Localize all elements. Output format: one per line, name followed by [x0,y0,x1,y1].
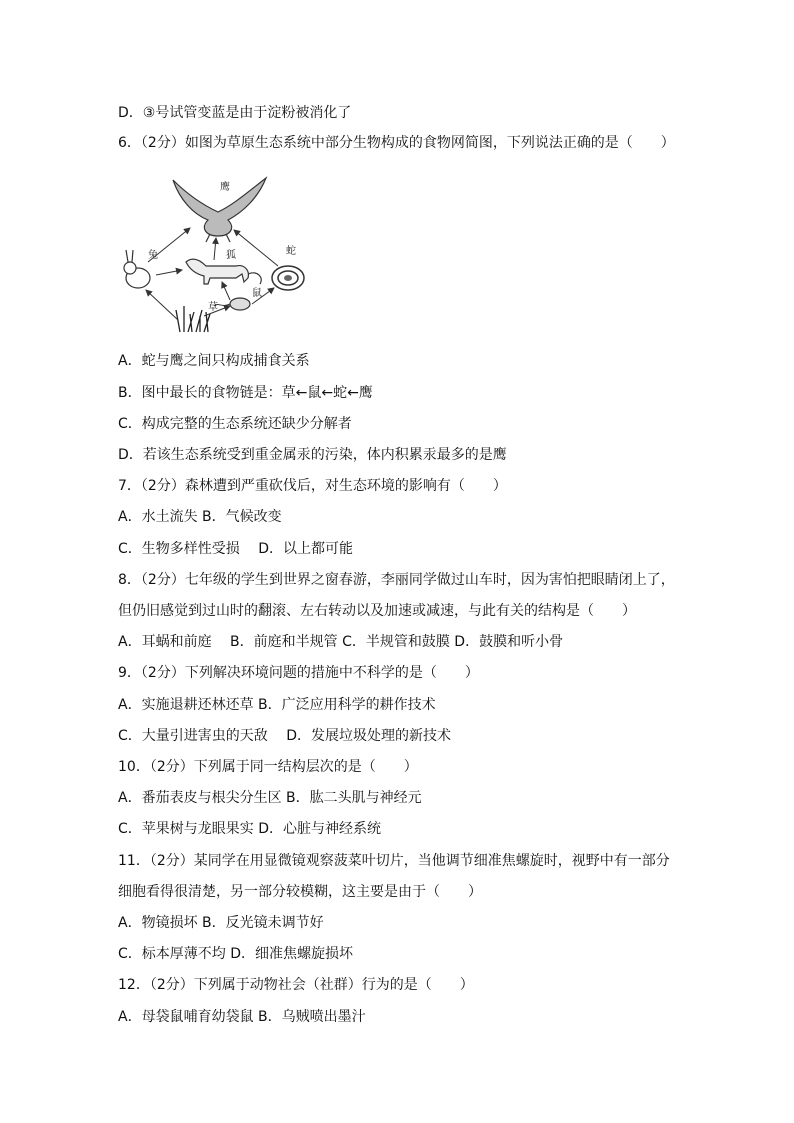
label-eagle: 鹰 [220,182,230,193]
question-6-stem: 6．（2分）如图为草原生态系统中部分生物构成的食物网简图，下列说法正确的是（ ） [118,135,675,151]
q9-options-cd: C．大量引进害虫的天敌 D．发展垃圾处理的新技术 [118,728,452,744]
fox-figure [186,259,261,284]
q10-options-cd: C．苹果树与龙眼果实 D．心脏与神经系统 [118,821,382,837]
question-9-stem: 9．（2分）下列解决环境问题的措施中不科学的是（ ） [118,665,479,681]
q6-option-a: A．蛇与鹰之间只构成捕食关系 [118,353,310,369]
question-12-stem: 12．（2分）下列属于动物社会（社群）行为的是（ ） [118,977,474,993]
food-web-diagram [118,170,316,338]
label-mouse: 鼠 [252,288,262,299]
label-rabbit: 兔 [148,250,158,261]
label-fox: 狐 [226,250,236,261]
question-8-stem-1: 8．（2分）七年级的学生到世界之窗春游，李丽同学做过山车时，因为害怕把眼睛闭上了， [118,572,675,588]
mouse-figure [214,298,250,310]
question-11-stem-2: 细胞看得很清楚，另一部分较模糊，这主要是由于（ ） [118,884,482,900]
question-10-stem: 10．（2分）下列属于同一结构层次的是（ ） [118,759,418,775]
q12-options-ab: A．母袋鼠哺育幼袋鼠 B．乌贼喷出墨汁 [118,1009,366,1025]
q10-options-ab: A．番茄表皮与根尖分生区 B．肱二头肌与神经元 [118,790,422,806]
q7-options-ab: A．水土流失 B．气候改变 [118,509,282,525]
q9-options-ab: A．实施退耕还林还草 B．广泛应用科学的耕作技术 [118,697,436,713]
question-7-stem: 7．（2分）森林遭到严重砍伐后，对生态环境的影响有（ ） [118,478,507,494]
option-d-q5: D．③号试管变蓝是由于淀粉被消化了 [118,105,352,121]
label-grass: 草 [208,302,218,313]
question-8-stem-2: 但仍旧感觉到过山时的翻滚、左右转动以及加速或减速，与此有关的结构是（ ） [118,603,636,619]
q11-options-ab: A．物镜损坏 B．反光镜未调节好 [118,915,324,931]
q6-option-d: D．若该生态系统受到重金属汞的污染，体内积累汞最多的是鹰 [118,447,507,463]
q6-option-c: C．构成完整的生态系统还缺少分解者 [118,416,352,432]
rabbit-figure [124,250,150,288]
grass-figure [176,306,210,332]
label-snake: 蛇 [286,246,296,257]
question-11-stem-1: 11．（2分）某同学在用显微镜观察菠菜叶切片，当他调节细准焦螺旋时，视野中有一部分 [118,853,670,869]
snake-figure [272,266,304,290]
q11-options-cd: C．标本厚薄不均 D．细准焦螺旋损坏 [118,946,354,962]
q7-options-cd: C．生物多样性受损 D．以上都可能 [118,541,354,557]
q6-option-b: B．图中最长的食物链是：草←鼠←蛇←鹰 [118,385,373,401]
q8-options: A．耳蜗和前庭 B．前庭和半规管 C．半规管和鼓膜 D．鼓膜和听小骨 [118,634,564,650]
